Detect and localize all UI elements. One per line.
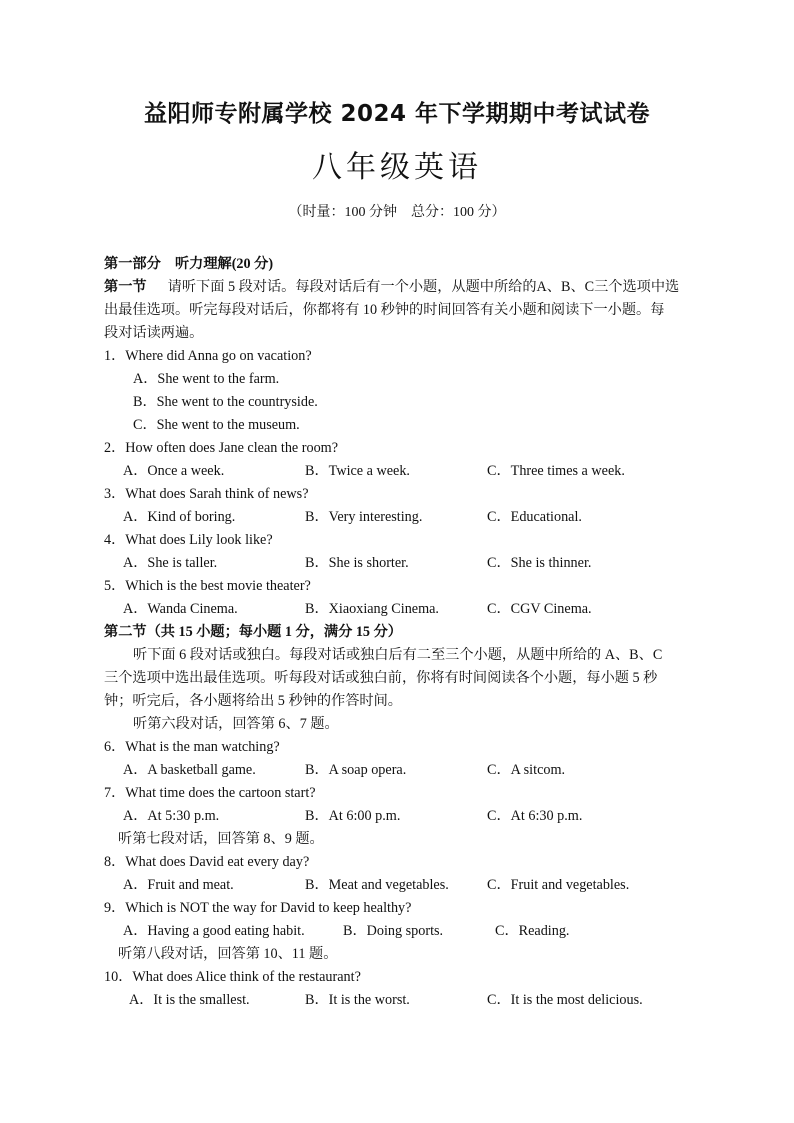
question-10-options [104,989,696,1012]
question-8-option-c: C．Fruit and vegetables. [487,877,630,893]
question-5-stem: 5．Which is the best movie theater? [104,578,311,594]
dialogue-7-note: 听第七段对话，回答第 8、9 题。 [118,831,324,847]
question-2-option-c: C．Three times a week. [487,463,625,479]
question-4-options [104,552,696,575]
question-5-option-c: C．CGV Cinema. [487,601,592,617]
exam-title: 益阳师专附属学校 2024 年下学期期中考试试卷 [143,101,651,127]
question-1-option-a: A．She went to the farm. [133,371,280,387]
question-9-options [104,920,696,943]
question-4-option-c: C．She is thinner. [487,555,592,571]
section1-label: 第一节 [104,279,147,295]
question-6-option-c: C．A sitcom. [487,762,566,778]
exam-subtitle: 八年级英语 [312,150,482,185]
question-8-stem: 8．What does David eat every day? [104,854,310,870]
question-1-stem: 1．Where did Anna go on vacation? [104,348,312,364]
question-9-option-c: C．Reading. [495,923,570,939]
part1-heading: 第一部分 听力理解(20 分) [104,256,274,272]
question-10-option-c: C．It is the most delicious. [487,992,643,1008]
question-9-option-b: B．Doing sports. [343,923,444,939]
section1-instructions-line-2: 出最佳选项。听完每段对话后，你都将有 10 秒钟的时间回答有关小题和阅读下一小题。每 [104,302,665,318]
section2-instructions-line-3: 钟；听完后，各小题将给出 5 秒钟的作答时间。 [104,693,402,709]
question-1-option-c: C．She went to the museum. [133,417,300,433]
question-7-stem: 7．What time does the cartoon start? [104,785,316,801]
section2-heading: 第二节（共 15 小题；每小题 1 分，满分 15 分） [104,624,402,640]
question-6-stem: 6．What is the man watching? [104,739,280,755]
question-6-option-a: A．A basketball game. [123,762,256,778]
question-2-options [104,460,696,483]
question-4-option-a: A．She is taller. [123,555,218,571]
question-10-stem: 10．What does Alice think of the restaurant? [104,969,361,985]
question-6-option-b: B．A soap opera. [305,762,407,778]
section1-instructions-line-3: 段对话读两遍。 [104,325,204,341]
question-6-options [104,759,696,782]
section1-instructions-line-1 [104,276,696,299]
question-8-option-b: B．Meat and vegetables. [305,877,449,893]
question-3-option-b: B．Very interesting. [305,509,423,525]
dialogue-8-note: 听第八段对话，回答第 10、11 题。 [118,946,338,962]
question-7-option-c: C．At 6:30 p.m. [487,808,583,824]
question-8-option-a: A．Fruit and meat. [123,877,234,893]
question-5-option-b: B．Xiaoxiang Cinema. [305,601,439,617]
question-9-option-a: A．Having a good eating habit. [123,923,305,939]
question-3-option-c: C．Educational. [487,509,582,525]
question-1-option-b: B．She went to the countryside. [133,394,318,410]
question-4-stem: 4．What does Lily look like? [104,532,273,548]
question-2-option-b: B．Twice a week. [305,463,410,479]
question-2-stem: 2．How often does Jane clean the room? [104,440,339,456]
question-2-option-a: A．Once a week. [123,463,225,479]
exam-content [104,253,696,1012]
dialogue-6-note: 听第六段对话，回答第 6、7 题。 [133,716,339,732]
section2-instructions-line-2: 三个选项中选出最佳选项。听每段对话或独白前，你将有时间阅读各个小题，每小题 5 秒 [104,670,658,686]
question-7-option-a: A．At 5:30 p.m. [123,808,220,824]
question-3-option-a: A．Kind of boring. [123,509,236,525]
section2-instructions-line-1: 听下面 6 段对话或独白。每段对话或独白后有二至三个小题，从题中所给的 A、B、C [133,647,663,663]
question-3-stem: 3．What does Sarah think of news? [104,486,309,502]
question-7-options [104,805,696,828]
question-8-options [104,874,696,897]
question-4-option-b: B．She is shorter. [305,555,409,571]
exam-meta: （时量：100 分钟 总分：100 分） [288,205,506,220]
question-5-option-a: A．Wanda Cinema. [123,601,238,617]
question-10-option-b: B．It is the worst. [305,992,410,1008]
question-9-stem: 9．Which is NOT the way for David to keep healthy? [104,900,412,916]
question-7-option-b: B．At 6:00 p.m. [305,808,401,824]
question-3-options [104,506,696,529]
question-10-option-a: A．It is the smallest. [129,992,250,1008]
section1-instructions-text-1: 请听下面 5 段对话。每段对话后有一个小题，从题中所给的A、B、C三个选项中选 [167,279,680,295]
question-5-options [104,598,696,621]
